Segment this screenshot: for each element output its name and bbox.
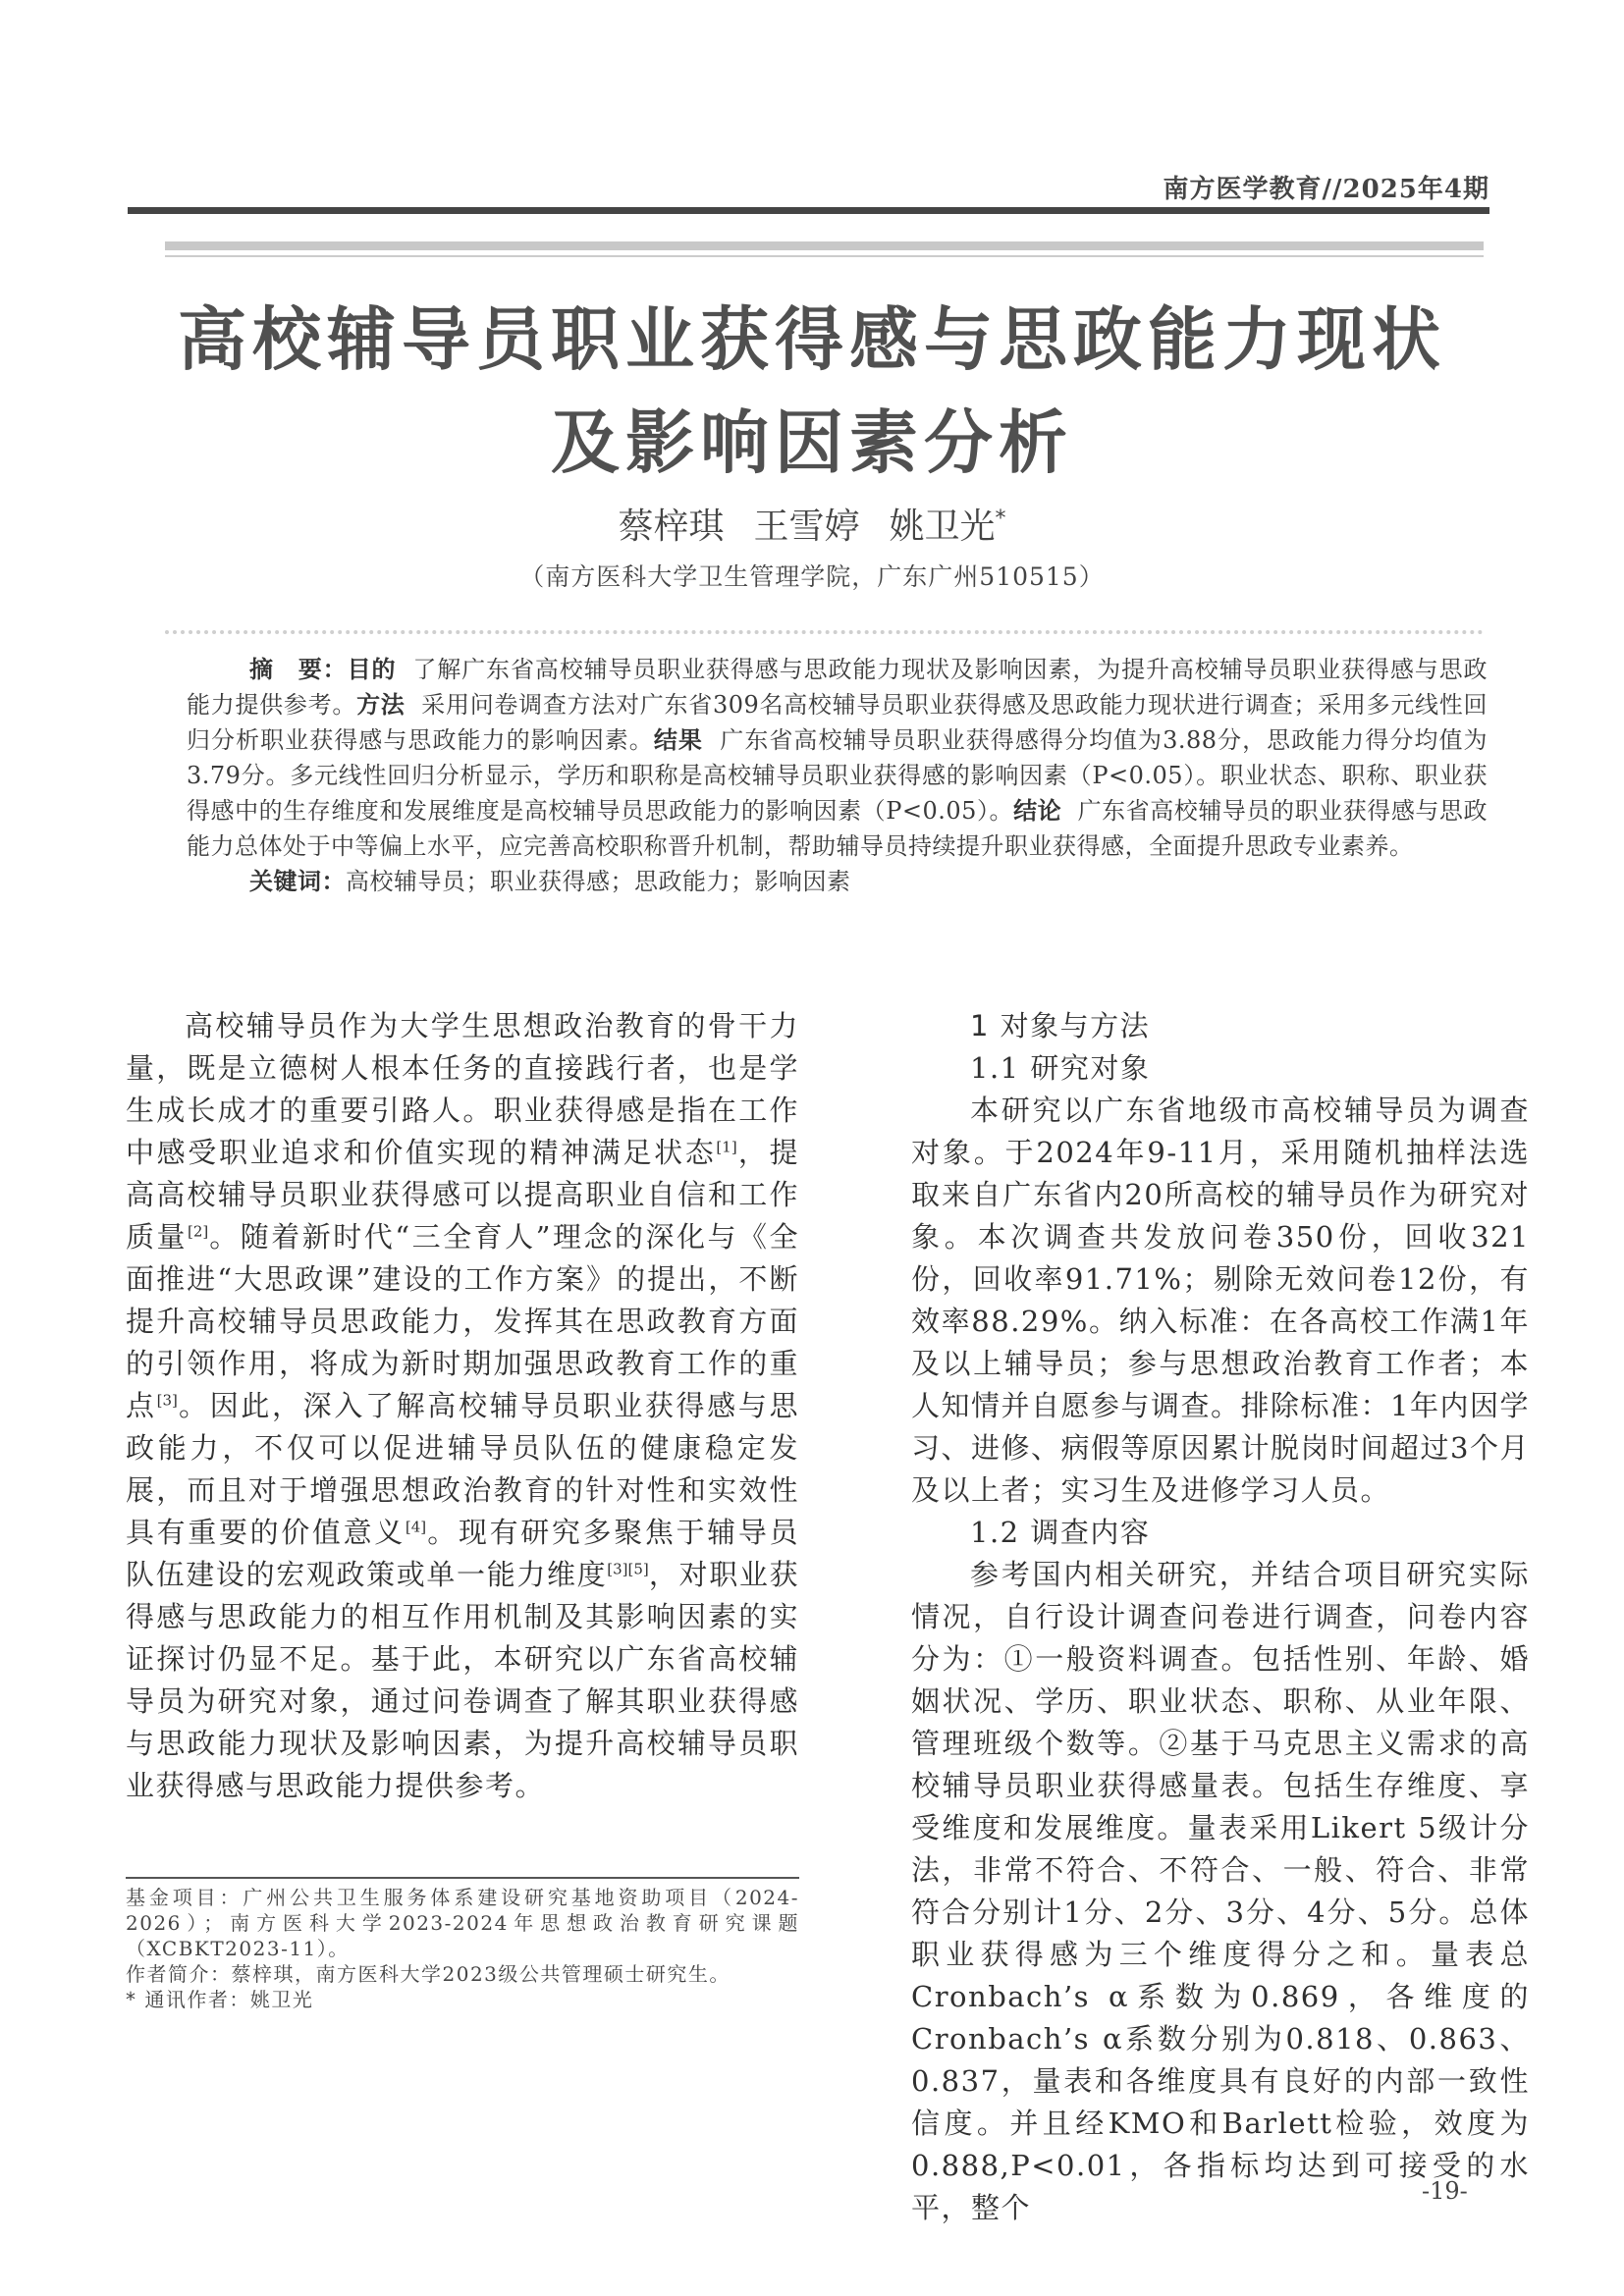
text: 高校辅导员作为大学生思想政治教育的骨干力量，既是立德树人根本任务的直接践行者，也是学生成长成才的重要引路人。职业获得感是指在工作中感受职业追求和价值实现的精神满足状态 bbox=[126, 1009, 799, 1169]
right-column bbox=[911, 1005, 1530, 2229]
running-head: 南方医学教育//2025年4期 bbox=[1163, 175, 1489, 204]
citation: [1] bbox=[716, 1138, 737, 1156]
subsection-heading: 1.1 研究对象 bbox=[970, 1051, 1151, 1085]
author: 姚卫光 bbox=[889, 507, 996, 547]
footnotes bbox=[126, 1885, 799, 2012]
author-note bbox=[126, 1961, 799, 1987]
result-label: 结果 bbox=[653, 726, 703, 754]
method-text: 采用问卷调查方法对广东省309名高校辅导员职业获得感及思政能力现状进行调查；采用多元线性回归分析职业获得感与思政能力的影响因素。 bbox=[187, 691, 1489, 754]
methods-paragraph: 参考国内相关研究，并结合项目研究实际情况，自行设计调查问卷进行调查，问卷内容分为：①一般资料调查。包括性别、年龄、婚姻状况、学历、职业状态、职称、从业年限、管理班级个数等。②基于马克思主义需求的高校辅导员职业获得感量表。包括生存维度、享受维度和发展维度。量表采用Likert 5级计分法，非常不符合、不符合、一般、符合、非常符合分别计1分、2分、3分、4分、5分。总体职业获得感为三个维度得分之和。量表总Cronbach’s α系数为0.869，各维度的Cronbach’s α系数分别为0.818、0.863、0.837，量表和各维度具有良好的内部一致性信度。并且经KMO和Barlett检验，效度为0.888,P<0.01，各指标均达到可接受的水平，整个 bbox=[911, 1558, 1530, 2224]
article-title-line-1: 高校辅导员职业获得感与思政能力现状 bbox=[178, 299, 1446, 380]
author: 王雪婷 bbox=[753, 507, 860, 547]
corresponding-author: 姚卫光 bbox=[249, 1988, 314, 2011]
abstract bbox=[187, 652, 1488, 899]
corresponding-mark: * bbox=[995, 507, 1006, 531]
author-bio-label: 作者简介： bbox=[126, 1962, 232, 1986]
author: 蔡梓琪 bbox=[618, 507, 725, 547]
fund-text: 广州公共卫生服务体系建设研究基地资助项目（2024-2026）；南方医科大学2023-2024年思想政治教育研究课题（XCBKT2023-11）。 bbox=[126, 1886, 800, 1960]
page-number: -19- bbox=[1422, 2177, 1468, 2205]
conclusion-label: 结论 bbox=[1013, 797, 1062, 825]
keywords-label: 关键词： bbox=[249, 868, 346, 895]
header-rule bbox=[128, 207, 1489, 214]
corresponding-label: * 通讯作者： bbox=[126, 1988, 250, 2011]
text: 。现有研究多聚焦于辅导员队伍建设的宏观政策或单一能力维度 bbox=[126, 1516, 799, 1591]
intro-paragraph bbox=[126, 1005, 799, 1807]
fund-label: 基金项目： bbox=[126, 1886, 244, 1909]
abstract-label: 摘 要： bbox=[249, 656, 348, 683]
purpose-label: 目的 bbox=[347, 656, 397, 683]
citation: [4] bbox=[405, 1518, 427, 1536]
title-decor-line bbox=[165, 255, 1484, 257]
citation: [3][5] bbox=[607, 1560, 649, 1578]
affiliation: （南方医科大学卫生管理学院，广东广州510515） bbox=[519, 562, 1105, 591]
article-title-line-2: 及影响因素分析 bbox=[551, 402, 1073, 483]
text: 。因此，深入了解高校辅导员职业获得感与思政能力，不仅可以促进辅导员队伍的健康稳定发展，而且对于增强思想政治教育的针对性和实效性具有重要的价值意义 bbox=[126, 1389, 799, 1549]
subsection-heading: 1.2 调查内容 bbox=[970, 1516, 1151, 1549]
keywords bbox=[187, 864, 1488, 899]
citation: [2] bbox=[188, 1222, 209, 1241]
corresponding-note bbox=[126, 1987, 799, 2012]
method-label: 方法 bbox=[356, 691, 406, 719]
author-bio-text: 蔡梓琪，南方医科大学2023级公共管理硕士研究生。 bbox=[231, 1962, 731, 1986]
text: ，提高高校辅导员职业获得感可以提高职业自信和工作质量 bbox=[126, 1136, 799, 1254]
author-list bbox=[0, 499, 1624, 549]
left-column bbox=[126, 1005, 799, 1807]
footnote-divider bbox=[126, 1877, 799, 1879]
citation: [3] bbox=[156, 1391, 178, 1410]
purpose-text: 了解广东省高校辅导员职业获得感与思政能力现状及影响因素，为提升高校辅导员职业获得感与思政能力提供参考。 bbox=[187, 656, 1489, 719]
keywords-text: 高校辅导员；职业获得感；思政能力；影响因素 bbox=[346, 868, 851, 895]
text: 。随着新时代“三全育人”理念的深化与《全面推进“大思政课”建设的工作方案》的提出，不断提升高校辅导员思政能力，发挥其在思政教育方面的引领作用，将成为新时期加强思政教育工作的重点 bbox=[126, 1220, 799, 1422]
section-heading: 1 对象与方法 bbox=[970, 1009, 1151, 1042]
abstract-body bbox=[187, 652, 1488, 864]
result-text: 广东省高校辅导员职业获得感得分均值为3.88分，思政能力得分均值为3.79分。多元线性回归分析显示，学历和职称是高校辅导员职业获得感的影响因素（P<0.05）。职业状态、职称、职业获得感中的生存维度和发展维度是高校辅导员思政能力的影响因素（P<0.05）。 bbox=[187, 726, 1489, 825]
dotted-divider bbox=[165, 630, 1484, 634]
title-decor-bar bbox=[165, 241, 1484, 250]
conclusion-text: 广东省高校辅导员的职业获得感与思政能力总体处于中等偏上水平，应完善高校职称晋升机制，帮助辅导员持续提升职业获得感，全面提升思政专业素养。 bbox=[187, 797, 1488, 860]
text: ，对职业获得感与思政能力的相互作用机制及其影响因素的实证探讨仍显不足。基于此，本研究以广东省高校辅导员为研究对象，通过问卷调查了解其职业获得感与思政能力现状及影响因素，为提升高校辅导员职业获得感与思政能力提供参考。 bbox=[126, 1558, 799, 1802]
methods-paragraph: 本研究以广东省地级市高校辅导员为调查对象。于2024年9-11月，采用随机抽样法选取来自广东省内20所高校的辅导员作为研究对象。本次调查共发放问卷350份，回收321份，回收率91.71%；剔除无效问卷12份，有效率88.29%。纳入标准：在各高校工作满1年及以上辅导员；参与思想政治教育工作者；本人知情并自愿参与调查。排除标准：1年内因学习、进修、病假等原因累计脱岗时间超过3个月及以上者；实习生及进修学习人员。 bbox=[911, 1094, 1530, 1507]
fund-note bbox=[126, 1885, 799, 1961]
